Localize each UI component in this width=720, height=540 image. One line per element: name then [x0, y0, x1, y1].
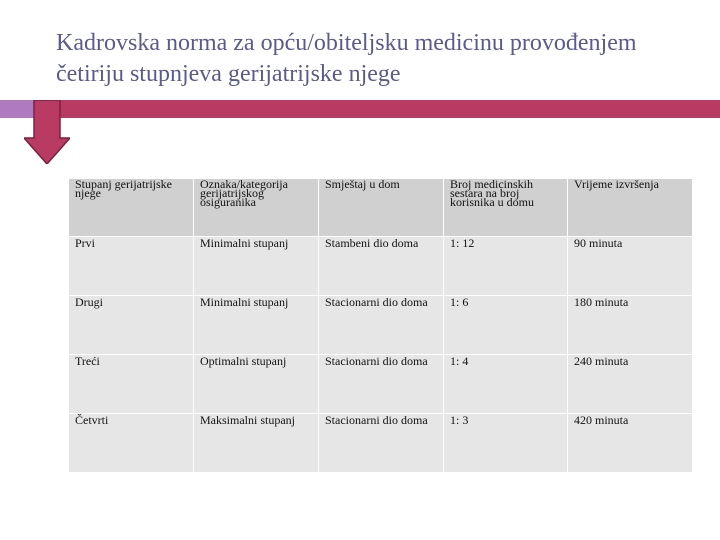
table-cell: Maksimalni stupanj	[194, 414, 319, 473]
table-cell: Stacionarni dio doma	[319, 355, 444, 414]
table-cell: 90 minuta	[568, 237, 693, 296]
header-cell-smjestaj: Smještaj u dom	[319, 179, 444, 237]
table-row	[69, 414, 693, 473]
table-header-row	[69, 179, 693, 237]
header-cell-stupanj: Stupanj gerijatrijske njege	[69, 179, 194, 237]
table-cell: Stacionarni dio doma	[319, 414, 444, 473]
table-cell: 1: 4	[444, 355, 568, 414]
table-cell: 420 minuta	[568, 414, 693, 473]
table-cell: 1: 12	[444, 237, 568, 296]
slide-title-line-2: četiriju stupnjeva gerijatrijske njege	[56, 61, 401, 87]
table-cell: Optimalni stupanj	[194, 355, 319, 414]
accent-bar-right-segment	[36, 100, 720, 118]
table-row	[69, 237, 693, 296]
table-cell: 240 minuta	[568, 355, 693, 414]
table-cell: Treći	[69, 355, 194, 414]
accent-bar	[0, 100, 720, 118]
slide-title	[56, 28, 706, 90]
table-row	[69, 296, 693, 355]
header-cell-oznaka: Oznaka/kategorija gerijatrijskog osiguranika	[194, 179, 319, 237]
table-cell: Drugi	[69, 296, 194, 355]
slide-title-line-1: Kadrovska norma za opću/obiteljsku medicinu provođenjem	[56, 30, 637, 56]
table-row	[69, 355, 693, 414]
table-cell: Minimalni stupanj	[194, 237, 319, 296]
table-cell: Četvrti	[69, 414, 194, 473]
table-cell: Minimalni stupanj	[194, 296, 319, 355]
table-cell: Stambeni dio doma	[319, 237, 444, 296]
table-cell: 1: 6	[444, 296, 568, 355]
norm-table	[68, 178, 693, 473]
norm-table-container	[68, 178, 692, 473]
down-arrow-icon	[24, 100, 70, 164]
header-cell-broj-sestara: Broj medicinskih sestara na broj korisnika u domu	[444, 179, 568, 237]
table-cell: Stacionarni dio doma	[319, 296, 444, 355]
table-cell: 180 minuta	[568, 296, 693, 355]
table-cell: Prvi	[69, 237, 194, 296]
table-cell: 1: 3	[444, 414, 568, 473]
header-cell-vrijeme: Vrijeme izvršenja	[568, 179, 693, 237]
